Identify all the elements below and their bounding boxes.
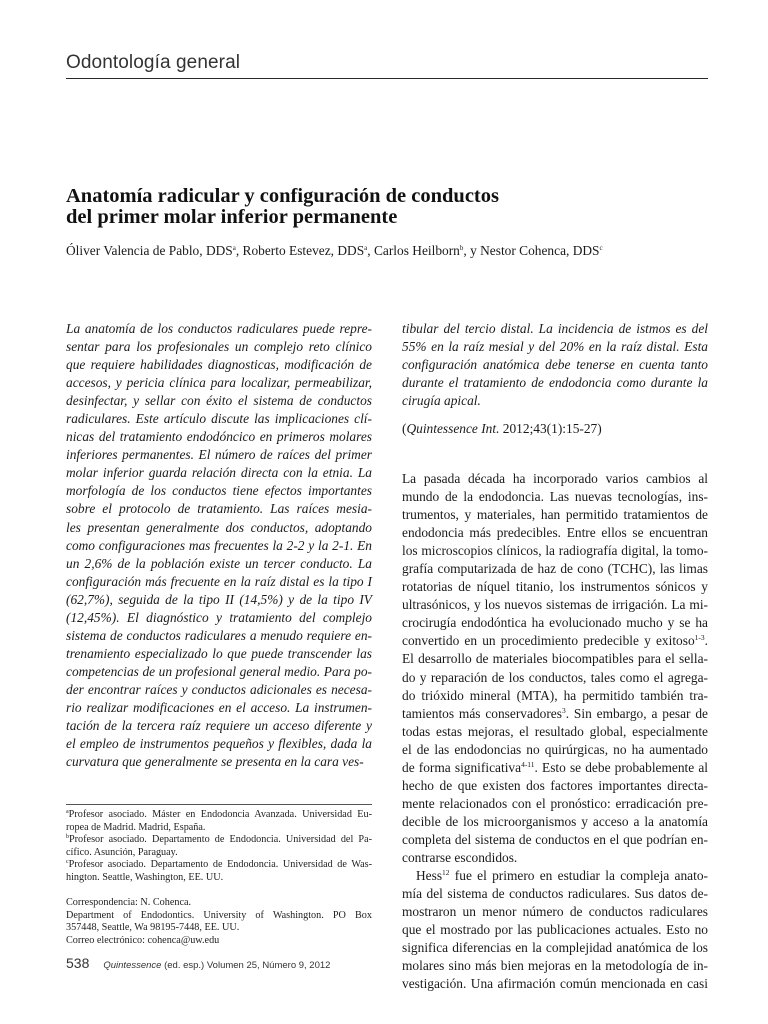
abstract-line: sobre el protocolo de tratamiento. Las raíces mesia- — [66, 501, 372, 517]
body-line: los microscopios clínicos, la radiografía digital, la tomo- — [402, 543, 708, 559]
body-line: mente relacionados con el pronóstico: erradicación pre- — [402, 795, 708, 811]
body-line: grafía computarizada de haz de cono (TCHC), las limas — [402, 561, 708, 577]
abstract-line: der encontrar raíces y conductos adicionales es necesa- — [66, 681, 372, 697]
citation: (Quintessence Int. 2012;43(1):15-27) — [402, 421, 602, 436]
body-line: vestigación. Una afirmación común mencionada en casi — [402, 976, 708, 992]
abstract-line: molar inferior guarda relación directa con la etnia. La — [66, 465, 372, 481]
abstract-line: configuración más frecuente en la raíz distal es la tipo I — [66, 573, 372, 589]
footnote-rule — [66, 804, 372, 805]
body-line: molares sino más bien mejoras en la metodología de in- — [402, 958, 708, 974]
abstract-line: La anatomía de los conductos radiculares puede repre- — [66, 321, 372, 336]
abstract-line: curvatura que generalmente se presenta en la cara ves- — [66, 754, 364, 770]
author-list: Óliver Valencia de Pablo, DDS$^a$, Roberto Estevez, DDS$^a$, Carlos Heilborn$^b$, y Nestor Cohenca, DDS$^c$ — [66, 243, 603, 258]
body-line: el de las endodoncias no quirúrgicas, no ha aumentado — [402, 741, 708, 757]
abstract-col2 — [402, 320, 708, 410]
abstract-line: tibular del tercio distal. La incidencia de istmos es del — [402, 321, 708, 336]
abstract-line: competencias de un profesional general medio. Para po- — [66, 663, 372, 679]
body-line: ultrasónicos, y los nuevos sistemas de irrigación. La mi- — [402, 597, 708, 613]
body-line: significa diferencias en la complejidad anatómica de los — [402, 940, 708, 956]
body-line: de forma significativa$^{4-11}$. Esto se debe probablemente al — [402, 759, 708, 775]
body-line: todas estas mejoras, el resultado global, especialmente — [402, 723, 708, 739]
abstract-line: les presentan generalmente dos conductos, adoptando — [66, 519, 372, 535]
abstract-line: rio realizar modificaciones en el acceso. La instrumen- — [66, 699, 372, 715]
body-line: mostraron un menor número de conductos radiculares — [402, 904, 708, 920]
page-number: 538 — [66, 955, 90, 971]
abstract-line: durante el tratamiento de endodoncia como durante la — [402, 375, 708, 391]
body-line: mundo de la endodoncia. Las nuevas tecnologías, ins- — [402, 489, 708, 505]
body-line: do y reparación de los conductos, tales como el agrega- — [402, 669, 708, 685]
abstract-line: desinfectar, y sellar con éxito el sistema de conductos — [66, 393, 372, 409]
abstract-line: trenamiento especializado lo que puede transcender las — [66, 645, 372, 661]
body-line: La pasada década ha incorporado varios cambios al — [402, 471, 708, 486]
correspondence-line: Department of Endodontics. University of Washington. PO Box — [66, 909, 372, 921]
body-line: crocirugía endodóntica ha evolucionado mucho y se ha — [402, 615, 708, 631]
footnote-line: ropea de Madrid. Madrid, España. — [66, 821, 206, 833]
abstract-line: (12,45%). El diagnóstico y tratamiento del complejo — [66, 609, 372, 625]
article-title — [66, 186, 499, 228]
section-header: Odontología general — [66, 52, 241, 73]
abstract-line: como configuraciones mas frecuentes la 2-2 y la 2-1. En — [66, 537, 372, 553]
abstract-line: configuración anatómica debe tenerse en cuenta tanto — [402, 357, 708, 373]
title-line: Anatomía radicular y configuración de conductos — [66, 185, 499, 207]
correspondence-line: Correo electrónico: cohenca@uw.edu — [66, 934, 220, 946]
body-line: trumentos, y materiales, han permitido tratamientos de — [402, 507, 708, 523]
footnotes — [66, 809, 372, 948]
abstract-line: el empleo de instrumentos pequeños y flexibles, dada la — [66, 736, 372, 752]
header-rule — [66, 78, 708, 79]
body-line: hecho de que existen dos factores importantes directa- — [402, 777, 708, 793]
abstract-col1 — [66, 320, 372, 771]
title-line: del primer molar inferior permanente — [66, 206, 398, 228]
footnote-line: $^c$Profesor asociado. Departamento de Endodoncia. Universidad de Was- — [66, 859, 372, 871]
abstract-line: tación de la tercera raíz requiere un acceso diferente y — [66, 718, 372, 734]
footnote-line: hington. Seattle, Washington, EE. UU. — [66, 871, 224, 883]
abstract-line: accesos, y pericia clínica para localizar, permeabilizar, — [66, 375, 372, 391]
body-line: completa del sistema de conductos en el que podrían en- — [402, 831, 708, 847]
abstract-line: sistema de conductos radiculares a menudo requiere en- — [66, 627, 372, 643]
footnote-line: $^b$Profesor asociado. Departamento de Endodoncia. Universidad del Pa- — [66, 834, 372, 846]
correspondence-line: 357448, Seattle, Wa 98195-7448, EE. UU. — [66, 922, 240, 934]
body-line: do trióxido mineral (MTA), ha permitido también tra- — [402, 687, 708, 703]
abstract-line: que requiere habilidades diagnosticas, modificación de — [66, 357, 372, 373]
body-line: que el mostrado por las publicaciones actuales. Esto no — [402, 922, 708, 938]
abstract-line: inferiores permanentes. El número de raíces del primer — [66, 447, 372, 463]
body-line: rotatorias de níquel titanio, los instrumentos sónicos y — [402, 579, 708, 595]
journal-info: Quintessence (ed. esp.) Volumen 25, Número 9, 2012 — [103, 960, 331, 971]
abstract-line: (62,7%), seguida de la tipo II (14,5%) y de la tipo IV — [66, 591, 372, 607]
body-line: tamientos más conservadores$^3$. Sin embargo, a pesar de — [402, 705, 708, 721]
footnote-line: cífico. Asunción, Paraguay. — [66, 846, 178, 858]
page-footer — [66, 955, 330, 971]
body-line: Hess$^{12}$ fue el primero en estudiar la compleja anato- — [416, 868, 708, 884]
abstract-line: nicas del tratamiento endodóncico en primeros molares — [66, 429, 372, 445]
body-line: convertido en un procedimiento predecible y exitoso$^{1-3}$. — [402, 633, 708, 649]
body-line: endodoncia más predecibles. Entre ellos se encuentran — [402, 525, 708, 541]
abstract-line: radiculares. Este artículo discute las implicaciones clí- — [66, 411, 372, 427]
abstract-line: morfología de los conductos tiene efectos importantes — [66, 483, 372, 499]
body-line: contrarse escondidos. — [402, 849, 518, 865]
abstract-line: sentar para los profesionales un complejo reto clínico — [66, 339, 372, 355]
abstract-line: un 2,6% de la población existe un tercer conducto. La — [66, 555, 372, 571]
correspondence-line: Correspondencia: N. Cohenca. — [66, 897, 192, 909]
body-text — [402, 470, 708, 993]
footnote-line: $^a$Profesor asociado. Máster en Endodoncia Avanzada. Universidad Eu- — [66, 809, 372, 820]
abstract-line: cirugía apical. — [402, 393, 481, 409]
body-line: El desarrollo de materiales biocompatibles para el sella- — [402, 651, 708, 667]
body-line: decible de los microorganismos y acceso a la anatomía — [402, 813, 708, 829]
body-line: mía del sistema de conductos radiculares. Sus datos de- — [402, 886, 708, 902]
abstract-line: 55% en la raíz mesial y del 20% en la raíz distal. Esta — [402, 339, 708, 355]
